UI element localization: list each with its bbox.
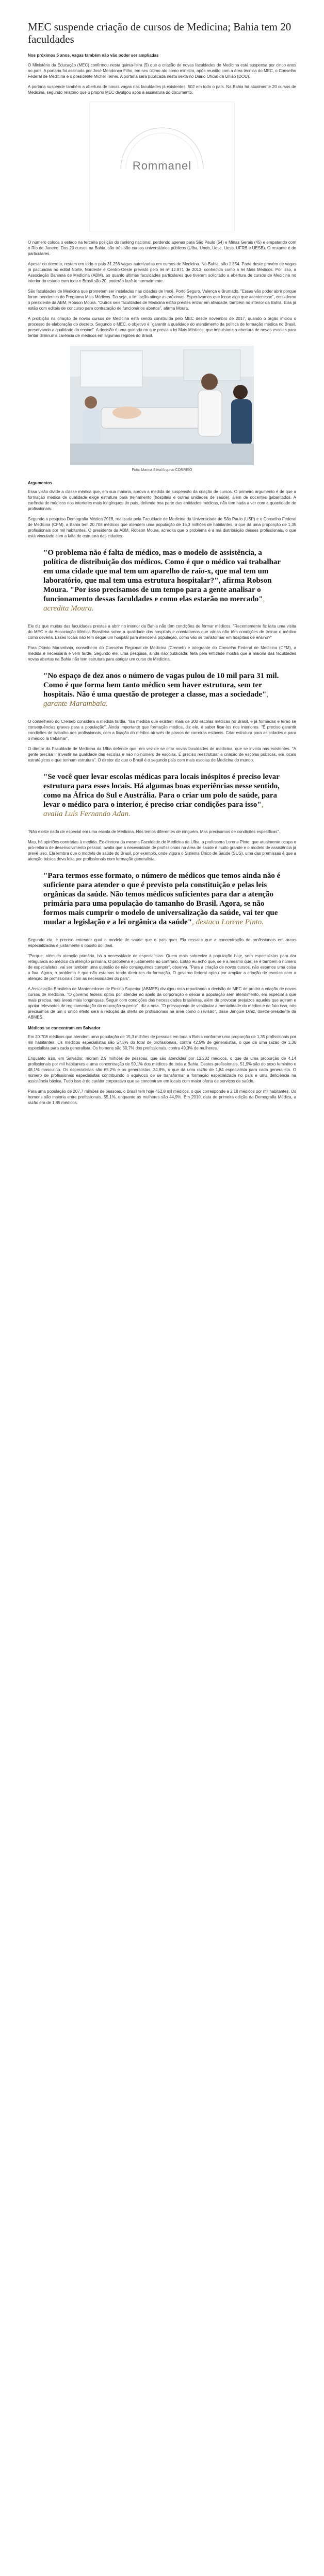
pull-quote: [43, 671, 281, 708]
paragraph: Essa visão divide a classe médica que, em sua maioria, aprova a medida de suspensão da criação de cursos. O primeiro argumento é de que a formação médica de qualidade exige estrutura para treinamento (hospitais e outras unidades de saúde), além de docentes gabaritados. A carência de médicos nos interiores mais longínquos do país, defende boa parte das entidades médicas, não tem nada a ver com a quantidade de profissionais.: [28, 489, 296, 511]
paragraph: O número coloca o estado na terceira posição do ranking nacional, perdendo apenas para São Paulo (54) e Minas Gerais (45) e empatando com o Rio de Janeiro. Dos 20 cursos na Bahia, são três são cursos universitários públicos (Ufba, Uneb, Uesc, Uesb, UFRB e UESB). O restante é de particulares.: [28, 240, 296, 256]
paragraph: "Porque, além da atenção primária, há a necessidade de especialistas. Quem mais sobrevive à população hoje, sem especialistas para dar retaguarda ao médico da atenção primária. O problema é justamente ao contrário. Então eu acho que, se é a mesmo que, se é também o número de especialistas, vai ser também uma questão de não conseguimos cumprir", observa. "Para a criação de novos cursos, não estamos uma coisa a fixa. Agora, o problema é que não estamos tendo diretrizes da formação. O governo federal optou por ampliar a criação de escolas com a atenção de profissionais com as necessidades do país".: [28, 954, 296, 981]
pull-quote-text: "Para termos esse formato, o número de médicos que temos ainda não é suficiente para atender o que é previsto pela constituição e pelas leis orgânicas da saúde. Não temos médicos suficientes para dar a atenção primária para uma população do tamanho do Brasil. Agora, se não formos mais cumprir o modelo de universalização da saúde, vai ter que mudar a legislação e a lei orgânica da saúde": [43, 872, 281, 926]
paragraph: Mas, há opiniões contrárias à medida. Ex-diretora da mesma Faculdade de Medicina da Ufba, a professora Lorene Pinto, que atualmente ocupa o pró-reitoria de desenvolvimento pessoal, avalia que a necessidade de profissionais na área de saúde é muito grande e o modelo de assistência já prevê isso. Ela lembra que o modelo de saúde do Brasil, por exemplo, onde vigora o Sistema Único de Saúde (SUS), uma das premissas é que a atenção básica deva feita por profissionais com formação generalista.: [28, 840, 296, 861]
pull-quote: [43, 548, 281, 613]
paragraph-group-3: [28, 489, 296, 539]
pull-quote-attribution: , garante Marambaia.: [43, 690, 269, 708]
paragraph: Para uma população de 207,7 milhões de pessoas, o Brasil tem hoje 452,8 mil médicos, o que corresponde a 2,18 médicos por mil habitantes. Os homens são maioria entre profissionais, 55,1%, enquanto as mulheres são 44,9%. Em 2010, data de primeira edição da Demografia Médica, a razão era de 1,85 médicos.: [28, 1089, 296, 1105]
advertisement[interactable]: [89, 101, 235, 231]
pull-quote-attribution: , destaca Lorene Pinto.: [192, 918, 264, 926]
paragraph-group-7: [28, 937, 296, 1020]
pull-quote-text: "O problema não é falta de médico, mas o modelo de assistência, a política de distribuição dos médicos. Como é que o médico vai trabalhar em uma cidade que mal tem um aparelho de raio-x, que mal tem um laboratório, que mal tem uma estrutura hospitalar?", afirma Robson Moura. "Por isso precisamos de um tempo para a gente analisar o funcionamento dessas faculdades e como elas estarão no mercado": [43, 549, 281, 603]
paragraph-group-2: [28, 240, 296, 338]
classroom-photo-illustration: [70, 346, 254, 465]
paragraph: Apesar do decreto, restam em todo o país 31.256 vagas autorizadas em cursos de Medicina. Na Bahia, são 1.854. Parte deste provém de vagas já pactuadas no edital Norte, Nordeste e Centro-Oeste previsto pelo lei nº 12.871 de 2013, conhecida como a lei Mais Médicos. Por isso, a Associação Bahiana de Medicina (ABM), ao quanto últimas faculdades particulares que tiveram solicitado a abertura de cursos de Medicina no interior do estado com todo o Brasil são 20, poderão fazê-lo normalmente.: [28, 262, 296, 283]
paragraph: Enquanto isso, em Salvador, moram 2,9 milhões de pessoas, que são atendidas por 12.232 médicos, o que dá uma proporção de 4,14 profissionais por mil habitantes e uma concentração de 59,1% dos médicos de toda a Bahia. Destes profissionais, 51,9% são do sexo feminino e 48,1% masculino. Os especialistas são 65,2% e os generalistas, 34,8%, o que dá uma razão de 1,84 especialista para cada generalista. O número de profissionais especialistas contribuindo o equívoco de se transformar a formação especializada no país e uma deficiência na assistência básica. Tudo isso é de caráter corporativo que se concentram em locais com maior oferta de serviços de saúde.: [28, 1056, 296, 1083]
paragraph-group-4: [28, 623, 296, 662]
paragraph: A portaria suspende também a abertura de novas vagas nas faculdades já existentes: 502 em todo o país. Na Bahia há atualmente 20 cursos de Medicina, segundo relatório que o próprio MEC divulgou após a assinatura do documento.: [28, 84, 296, 95]
pull-quote-attribution: , acredita Moura.: [43, 595, 265, 613]
article-lead: Nos próximos 5 anos, vagas também não vão poder ser ampliadas: [28, 53, 159, 58]
paragraph-group-5: [28, 719, 296, 763]
paragraph: São faculdades de Medicina que prometem ser instaladas nas cidades de Irecê, Porto Seguro, Valença e Brumado. "Essas vão poder abrir porque foram pendentes do Programa Mais Médicos. Da seja, a limitação atinge as próximas. Esperávamos que fosse algo que acontecesse", considerou o presidente da ABM, Robson Moura. "Outros seis faculdades de Medicina estão prestes entrar em atividade, também no interior da Bahia. Elas já estão com editais de concurso para contratação de funcionários abertos", afirma Moura.: [28, 289, 297, 311]
pull-quote-text: "Se você quer levar escolas médicas para locais inóspitos é preciso levar estrutura para esses locais. Há algumas boas experiências nesse sentido, como na África do Sul e Austrália. Para o criar um polo de saúde, para levar o médico para o interior, é preciso criar condições para isso": [43, 773, 280, 809]
pull-quote-text: "No espaço de dez anos o número de vagas pulou de 10 mil para 31 mil. Como é que forma bem tanto médico sem haver estrutura, sem ter hospitais. Não é uma questão de proteger a classe, mas a sociedade": [43, 672, 279, 699]
photo-caption: Foto: Marina Silva/Arquivo CORREIO: [132, 468, 192, 472]
paragraph: Segundo a pesquisa Demografia Médica 2018, realizada pela Faculdade de Medicina da Universidade de São Paulo (USP) e o Conselho Federal de Medicina (CFM), a Bahia tem 20.708 médicos que atendem uma população de 15,3 milhões de habitantes, o que dá uma proporção de 1,35 profissionais por mil habitantes. O presidente da ABM, Robson Moura, acredita que o problema é a má distribuição desses profissionais, o que está vinculado com a falta de estrutura das cidades.: [28, 517, 296, 538]
pull-quote: [43, 772, 281, 819]
article-title: MEC suspende criação de cursos de Medicina; Bahia tem 20 faculdades: [28, 21, 291, 45]
paragraph: Ele diz que muitas das faculdades prestes a abrir no interior da Bahia não têm condições de formar médicos. "Recentemente fiz falta uma visita do MEC e da Associação Médica Brasileira sobre a qualidade dos hospitais e constatamos que várias não têm condições de treinar o médico como deveria. Esses locais não têm seque um hospital para atender a população, como vão se transformar em hospitais de ensino?": [28, 624, 296, 640]
paragraph: Segundo ela, é preciso entender qual o modelo de saúde que o país quer. Ela ressalta que a concentração de profissionais em áreas especializadas é justamente o oposto do ideal.: [28, 938, 296, 948]
ad-arc-graphic: [110, 107, 214, 210]
paragraph-group-1: [28, 62, 296, 95]
paragraph-group-6: [28, 829, 296, 862]
paragraph: A proibição na criação de novos cursos de Medicina está sendo construída pelo MEC desde novembro de 2017, quando o órgão iniciou o processo de elaboração do decreto. Segundo o MEC, o objetivo é "garantir a qualidade do atendimento da política de formação médica no Brasil, preservando a qualidade do ensino". A decisão é uma guinada no que previa a lei Mais Médicos, que impulsiona a abertura de novas escolas para tentar diminuir a carência de médicos em algumas regiões do Brasil.: [28, 316, 296, 338]
paragraph: O diretor da Faculdade de Medicina da Ufba defende que, em vez de se criar novas faculdades de medicina, que se invista nas existentes. "A gente precisa ir investir na qualidade das escolas e não no número de escolas. É preciso reestruturar a criação de escolas públicas, em locais estratégicos e que tenham estrutura". O diretor diz que o Brasil é o segundo país com mais escolas de Medicina do mundo.: [28, 747, 296, 762]
ad-brand-logo: Rommanel: [132, 159, 192, 172]
section-heading: Argumentos: [28, 481, 53, 485]
paragraph-group-8: [28, 1034, 296, 1106]
paragraph: O Ministério da Educação (MEC) confirmou nesta quinta-feira (5) que a criação de novas faculdades de Medicina está suspensa por cinco anos no país. A portaria foi assinada por José Mendonça Filho, em seu último ato como ministro, após reunião com a área técnica do MEC, o Conselho Federal de Medicina e o presidente Michel Temer. A portaria será publicada nesta sexta no Diário Oficial da União (DOU).: [28, 63, 296, 79]
paragraph: Em 20.708 médicos que atendem uma população de 15,3 milhões de pessoas em toda a Bahia conforme uma proporção de 1,35 profissionais por mil habitantes. Os médicos especialistas são 57,5% do total de profissionais, contra 42,5% de generalistas, o que dá uma razão de 1,36 especialista para cada generalista. Os homens são 50,7% dos profissionais, contra 49,3% de mulheres.: [28, 1035, 296, 1050]
paragraph: A Associação Brasileira de Mantenedoras de Ensino Superior (ABMES) divulgou nota repudiando a decisão do MEC de proibir a criação de novos cursos de medicina. "O governo federal optou por atender ao apelo da corporação e deixar a população sem atendimento, em especial a que mais precisa, nas áreas mais longínquas. Seguir com condições das necessidades brasileiras, além de provocar prejuízos aqueles que agiram e apoiar relevantes de regulamentação da educação superior", diz a nota. "O pressuposto de vestibular a mentalidade do médico é de fato isso, nós precisamos de um o único efeito será a redução da oferta de profissionais na área como o revisão", disse Janguiê Diniz, diretor-presidente da ABMES.: [28, 987, 296, 1020]
pull-quote: [43, 871, 281, 927]
paragraph: "Não existe nada de especial em uma escola de Medicina. Nós temos diferentes de ninguém. Mas precisamos de condições específicas".: [28, 829, 280, 834]
paragraph: O conselheiro do Cremeb considera a medida tardia. "Isa medida que existem mais de 300 escolas médicas no Brasil, e já formadas e terão se consequências graves para a população". Ainda importante que formação médica, diz ele, é saber fixar-los nos interiores. "É preciso garantir condições de trabalho aos profissionais, com a fixação do médico através de planos de carreiras estáveis. Criar estrutura para as cidades e para o médico lá trabalhar".: [28, 719, 296, 741]
section-heading: Médicos se concentram em Salvador: [28, 1026, 101, 1030]
article-photo: [70, 346, 254, 465]
pull-quote-attribution: , avalia Luís Fernando Adan.: [43, 801, 264, 818]
paragraph: Para Otávio Marambaia, conselheiro do Conselho Regional de Medicina (Cremeb) e integrante do Conselho Federal de Medicina (CFM), a medida é necessária e vem tarde. Segundo ele, uma pesquisa, ainda não publicada, feita pela entidade mostra que a maioria das faculdades novas abertas na Bahia não tem estrutura para abrigar um curso de Medicina.: [28, 646, 296, 662]
